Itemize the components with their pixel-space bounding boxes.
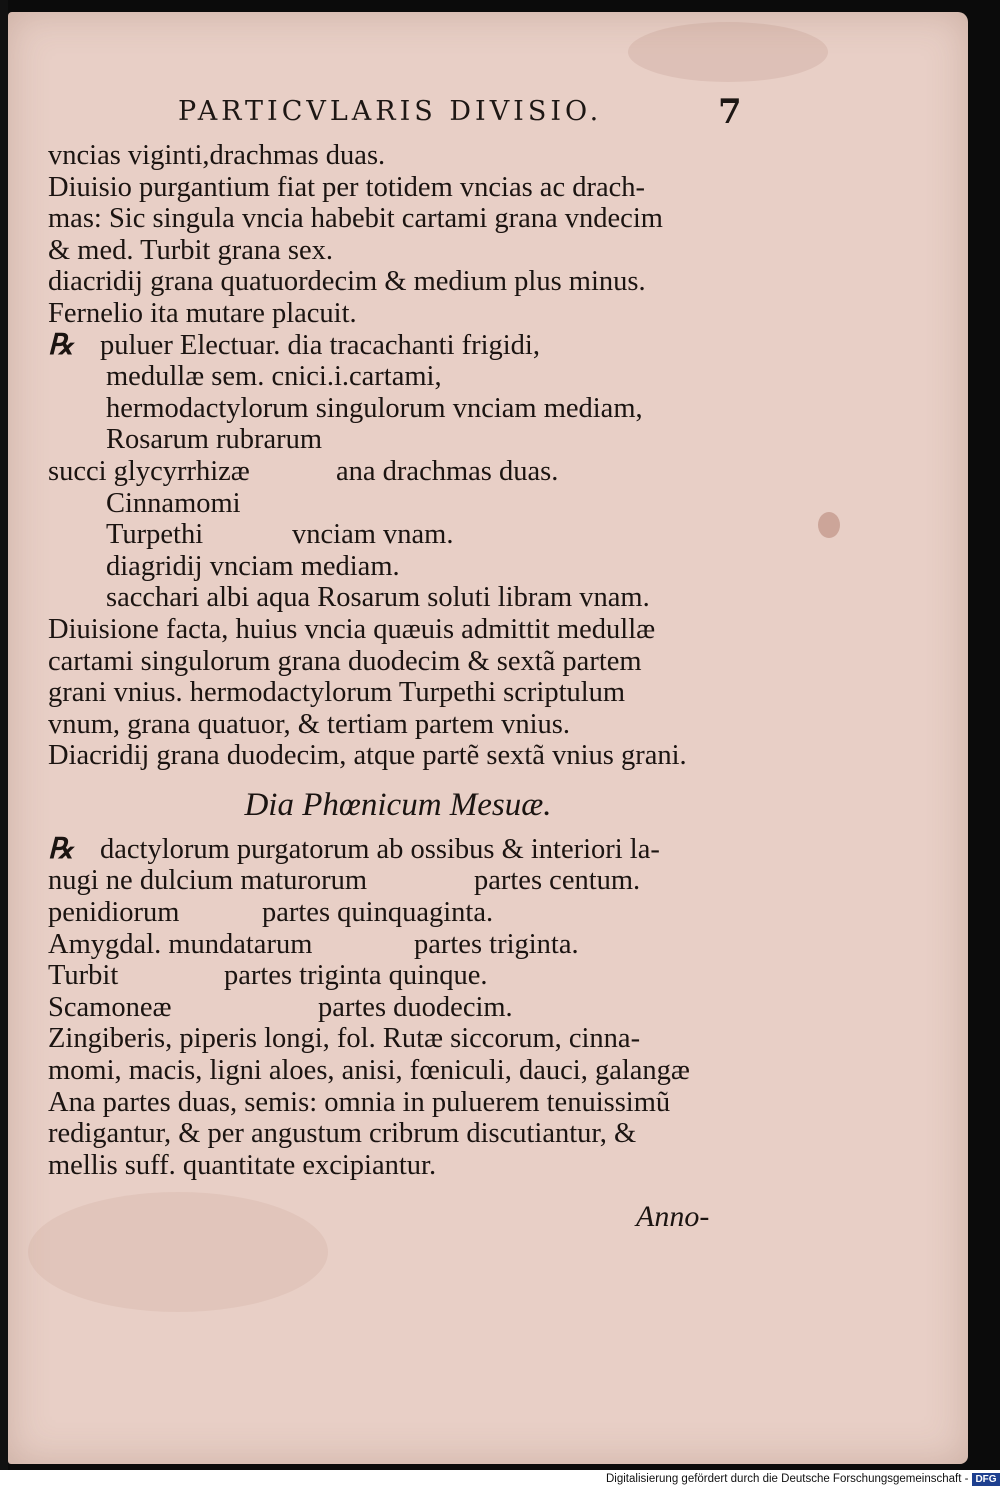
recipe-line: hermodactylorum singulorum vnciam mediam, xyxy=(106,392,643,424)
recipe-text: puluer Electuar. dia tracachanti frigidi, xyxy=(100,329,540,361)
body-line: diacridij grana quatuordecim & medium plus minus. xyxy=(48,266,646,298)
catchword: Anno- xyxy=(636,1200,710,1233)
recipe-line: Ana partes duas, semis: omnia in puluerem tenuissimũ xyxy=(48,1086,671,1118)
recipe-ingredient: Turpethi xyxy=(106,519,204,551)
recipe-quantity: partes quinquaginta. xyxy=(262,897,494,929)
recipe-ingredient: Turbit xyxy=(48,960,119,992)
book-page xyxy=(8,12,968,1464)
recipe-symbol: ℞ xyxy=(48,833,74,865)
paper-stain xyxy=(28,1192,328,1312)
recipe-line: Cinnamomi xyxy=(106,487,241,519)
recipe-ingredient: Scamoneæ xyxy=(48,991,172,1023)
recipe-line xyxy=(48,456,788,488)
body-line: Diuisione facta, huius vncia quæuis admittit medullæ xyxy=(48,613,656,645)
recipe-line xyxy=(48,834,788,866)
recipe-line: redigantur, & per angustum cribrum discutiantur, & xyxy=(48,1118,637,1150)
recipe-line xyxy=(48,519,788,551)
recipe-line: diagridij vnciam mediam. xyxy=(106,550,400,582)
scan-edge xyxy=(0,0,8,1470)
recipe-quantity: partes triginta quinque. xyxy=(224,960,488,992)
credit-text: Digitalisierung gefördert durch die Deutsche Forschungsgemeinschaft - xyxy=(606,1473,969,1485)
recipe-line xyxy=(48,330,788,362)
paper-stain xyxy=(628,22,828,82)
recipe-line: Rosarum rubrarum xyxy=(106,424,323,456)
recipe-line: Zingiberis, piperis longi, fol. Rutæ siccorum, cinna- xyxy=(48,1023,641,1055)
section-heading: Dia Phœnicum Mesuæ. xyxy=(244,786,552,823)
recipe-quantity: partes triginta. xyxy=(414,928,579,960)
recipe-line xyxy=(48,897,788,929)
body-line: & med. Turbit grana sex. xyxy=(48,234,333,266)
recipe-quantity: partes centum. xyxy=(474,865,641,897)
recipe-line xyxy=(48,960,788,992)
recipe-line xyxy=(48,865,788,897)
recipe-line xyxy=(48,992,788,1024)
digitization-credit xyxy=(606,1470,1000,1488)
recipe-quantity: vnciam vnam. xyxy=(292,519,454,551)
recipe-symbol: ℞ xyxy=(48,329,74,361)
body-line: cartami singulorum grana duodecim & sextã partem xyxy=(48,645,642,677)
body-line: vnum, grana quatuor, & tertiam partem vnius. xyxy=(48,708,571,740)
running-head: PARTICVLARIS DIVISIO. xyxy=(178,96,603,127)
page-body xyxy=(48,140,788,1181)
body-line: Diuisio purgantium fiat per totidem vncias ac drach- xyxy=(48,171,646,203)
recipe-quantity: partes duodecim. xyxy=(318,991,513,1023)
dfg-logo: DFG xyxy=(972,1473,999,1486)
body-line: vncias viginti,drachmas duas. xyxy=(48,140,386,171)
recipe-ingredient: penidiorum xyxy=(48,897,180,929)
body-line: Diacridij grana duodecim, atque partẽ sextã vnius grani. xyxy=(48,740,687,772)
page-number: 7 xyxy=(718,92,742,132)
body-line: Fernelio ita mutare placuit. xyxy=(48,297,357,329)
recipe-ingredient: Amygdal. mundatarum xyxy=(48,928,313,960)
recipe-line: momi, macis, ligni aloes, anisi, fœniculi, dauci, galangæ xyxy=(48,1055,690,1087)
recipe-line: mellis suff. quantitate excipiantur. xyxy=(48,1149,437,1181)
recipe-line: medullæ sem. cnici.i.cartami, xyxy=(106,361,442,393)
recipe-ingredient: nugi ne dulcium maturorum xyxy=(48,865,367,897)
recipe-quantity: ana drachmas duas. xyxy=(336,455,559,487)
recipe-line xyxy=(48,929,788,961)
recipe-ingredient: succi glycyrrhizæ xyxy=(48,455,250,487)
body-line: mas: Sic singula vncia habebit cartami grana vndecim xyxy=(48,203,663,235)
paper-stain xyxy=(818,512,840,538)
recipe-text: dactylorum purgatorum ab ossibus & interiori la- xyxy=(100,833,660,865)
recipe-line: sacchari albi aqua Rosarum soluti libram vnam. xyxy=(106,582,650,614)
page-header xyxy=(178,92,778,136)
body-line: grani vnius. hermodactylorum Turpethi scriptulum xyxy=(48,677,626,709)
